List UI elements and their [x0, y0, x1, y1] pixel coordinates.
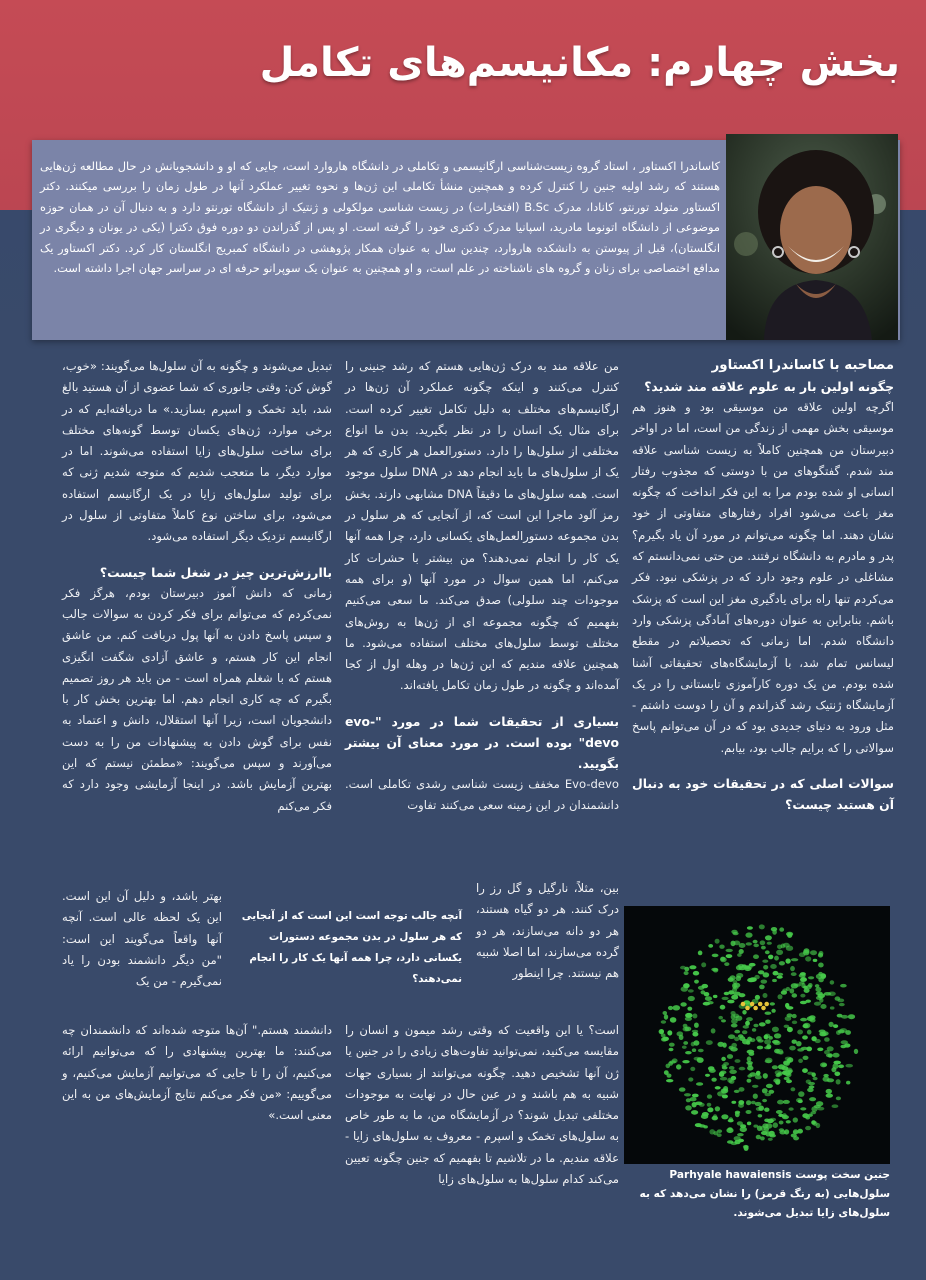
- interview-heading: مصاحبه با کاساندرا اکستاور: [711, 358, 894, 373]
- answer-1: اگرچه اولین علاقه من موسیقی بود و هنوز هم موسیقی بخش مهمی از زندگی من است، اما در اواخر دبیرستان من همچنین کاملاً به زیست شناسی علاقه مند شدم. گفتگوهای من با دوستی که مجذوب رفتار انسانی او شده بودم مرا به این فکر انداخت که چگونه مغز باعث می‌شود افراد رفتارهای متفاوتی از خود نشان دهند. اما چگونه می‌توانم در مورد آن یاد بگیرم؟ پدر و مادرم به دانشگاه نرفتند. من حتی نمی‌دانستم که مشاغلی در علوم وجود دارد که در پزشکی نبود. فکر می‌کردم تنها راه برای یادگیری مغز این است که پزشک باشم. بنابراین به عنوان دوره‌های آمادگی پزشکی وارد دانشگاه شدم. اما زمانی که تحصیلاتم در مقطع لیسانس تمام شد، با آزمایشگاه‌های تحقیقاتی آشنا شده بودم. من یک دوره کارآموزی تابستانی را در یک آزمایشگاه ژنتیک رشد گذراندم و آن را دوست داشتم - مثل ورود به دنیای جدیدی بود که در آن می‌توانم پاسخ سوالاتی را که برایم جالب بود، بیابم.: [632, 400, 894, 755]
- photo-caption: جنین سخت پوست Parhyale hawaiensis سلول‌هایی (به رنگ قرمز) را نشان می‌دهد که به سلول‌های زایا تبدیل می‌شوند.: [639, 1169, 890, 1219]
- question-1: چگونه اولین بار به علوم علاقه مند شدید؟: [644, 379, 894, 394]
- column-right: [632, 356, 894, 815]
- column-middle: [345, 356, 619, 816]
- question-2: سوالات اصلی که در تحقیقات خود به دنبال آن هستید چیست؟: [632, 776, 894, 813]
- page-title: بخش چهارم: مکانیسم‌های تکامل: [259, 40, 900, 86]
- embryo-photo: [624, 906, 890, 1164]
- question-3: بسیاری از تحقیقات شما در مورد "evo-devo" بوده است. در مورد معنای آن بیشتر بگویید.: [345, 713, 619, 771]
- answer-4: زمانی که دانش آموز دبیرستان بودم، هرگز فکر نمی‌کردم که می‌توانم برای فکر کردن به سوالات جالب و سپس پاسخ دادن به آنها پول دریافت کنم. من عاشق انجام این کار هستم، و عاشق آزادی شگفت انگیزی هستم که با شغلم همراه است - من باید هر روز تصمیم بگیرم که چه کاری انجام دهم. اما بهترین بخش کار با دانشجویان است، زیرا آنها استقلال، دانش و اعتماد به نفس برای گوش دادن به پیشنهادات من را به دست می‌آورند و سپس می‌گویند: «مطمئن نیستم که این بهترین آزمایش باشد. در اینجا آزمایشی وجود دارد که فکر می‌کنم: [62, 585, 332, 813]
- answer-2-cont: تبدیل می‌شوند و چگونه به آن سلول‌ها می‌گویند: «خوب، گوش کن: وقتی جانوری که شما عضوی از آن هستید بالغ شد، باید تخمک و اسپرم بسازید.» ما دریافته‌ایم که در برخی موارد، ژن‌های یکسان توسط گونه‌های مختلف برای ساخت سلول‌های زایا استفاده می‌شوند. اما در موارد دیگر، ما متعجب شدیم که متوجه شدیم ژنی که برای تولید سلول‌های زایا در یک ارگانیسم استفاده می‌شود، برای ساختن نوع کاملاً متفاوتی از سلول در ارگانیسم نزدیک دیگر استفاده می‌شود.: [62, 359, 332, 544]
- answer-3-end: است؟ یا این واقعیت که وقتی رشد میمون و انسان را مقایسه می‌کنید، نمی‌توانید تفاوت‌های زیادی را در جنین یا ژن آنها تشخیص دهید. چگونه می‌توانند از بسیاری جهات شبیه به هم باشند و در عین حال در نهایت به موجودات مختلفی تبدیل شوند؟ در آزمایشگاه من، ما به طور خاص به سلول‌های تخمک و اسپرم - معروف به سلول‌های زایا - علاقه مندیم. ما در تلاشیم تا بفهمیم که جنین چگونه تعیین می‌کند کدام سلول‌ها به سلول‌های زایا: [345, 1023, 619, 1187]
- column-left: [62, 356, 332, 817]
- question-4: باارزش‌ترین چیز در شغل شما چیست؟: [99, 564, 332, 580]
- answer-4-wrap: بهتر باشد، و دلیل آن این است. این یک لحظه عالی است. آنچه آنها واقعاً می‌گویند این است: "من دیگر دانشمند بودن را یاد نمی‌گیرم - من یک: [62, 889, 222, 989]
- intro-text: کاساندرا اکستاور ، استاد گروه زیست‌شناسی ارگانیسمی و تکاملی در دانشگاه هاروارد است، جایی که او و دانشجویانش در حال مطالعه ژن‌هایی هستند که رشد اولیه جنین را کنترل کرده و همچنین منشأ تکاملی این ژن‌ها و نحوه تغییر عملکرد آنها در طول زمان را بررسی میکنند. دکتر اکستاور متولد تورنتو، کانادا، مدرک B.Sc (افتخارات) در زیست شناسی مولکولی و ژنتیک از دانشگاه تورنتو دارد و به دنبال آن در همان حوزه موضوعی از دانشگاه اتونوما مادرید، اسپانیا مدرک دکتری خود را گرفته است. او پس از گذراندن دو دوره فوق دکترا (یکی در یونان و دیگری در انگلستان)، قبل از پیوستن به دانشکده هاروارد، چندین سال به عنوان همکار پژوهشی در دانشگاه کمبریج انگلستان کار کرد. دکتر اکستاور یک مدافع اختصاصی برای زنان و گروه های ناشناخته در علم است، و او همچنین به عنوان یک سوپرانو حرفه ای در سراسر جهان اجرا داشته است.: [40, 159, 721, 276]
- answer-4-end: دانشمند هستم." آن‌ها متوجه شده‌اند که دانشمندان چه می‌کنند: ما بهترین پیشنهادی را که می‌توانیم ارائه می‌کنیم، آن را تا جایی که می‌توانیم آزمایش می‌کنیم، و می‌گوییم: «من فکر می‌کنم نتایج آزمایش‌های من به این معنی است.»: [62, 1023, 332, 1123]
- pull-quote: آنچه جالب توجه است این است که از آنجایی که هر سلول در بدن مجموعه دستورات یکسانی دارد، چرا همه آنها یک کار را انجام نمی‌دهند؟: [241, 910, 462, 985]
- portrait-photo: [726, 134, 898, 340]
- answer-3-wrap: بین، مثلاً، نارگیل و گل رز را درک کنند. هر دو گیاه هستند، هر دو دانه می‌سازند، هر دو گرده می‌سازند، اما اصلا شبیه هم نیستند. چرا اینطور: [476, 881, 619, 981]
- answer-2: من علاقه مند به درک ژن‌هایی هستم که رشد جنینی را کنترل می‌کنند و اینکه چگونه عملکرد آن ژن‌ها در ارگانیسم‌های مختلف به دلیل تکامل تغییر کرده است. برای مثال یک انسان را در نظر بگیرید. بدن ما انواع مختلفی از سلول‌ها را دارد. دستورالعمل هر کاری که هر یک از سلول‌های ما باید انجام دهد در DNA سلول موجود است. همه سلول‌های ما دقیقاً DNA مشابهی دارند. بخش رمز آلود ماجرا این است که، از آنجایی که هر سلول در بدن مجموعه دستورالعمل‌های یکسانی دارد، چرا همه آنها یک کار را انجام نمی‌دهند؟ من بیشتر با حشرات کار می‌کنم، اما همین سوال در مورد آنها (و برای همه موجودات چند سلولی) صدق می‌کند. ما سعی می‌کنیم بفهمیم که چگونه مجموعه ای از ژن‌ها به روش‌های مختلف توسط سلول‌های مختلف استفاده می‌شود. ما همچنین علاقه مندیم که این ژن‌ها در وهله اول از کجا آمده‌اند و چگونه در طول زمان تکامل یافته‌اند.: [345, 359, 619, 693]
- answer-3-start: Evo-devo مخفف زیست شناسی رشدی تکاملی است. دانشمندان در این زمینه سعی می‌کنند تفاوت: [345, 776, 619, 813]
